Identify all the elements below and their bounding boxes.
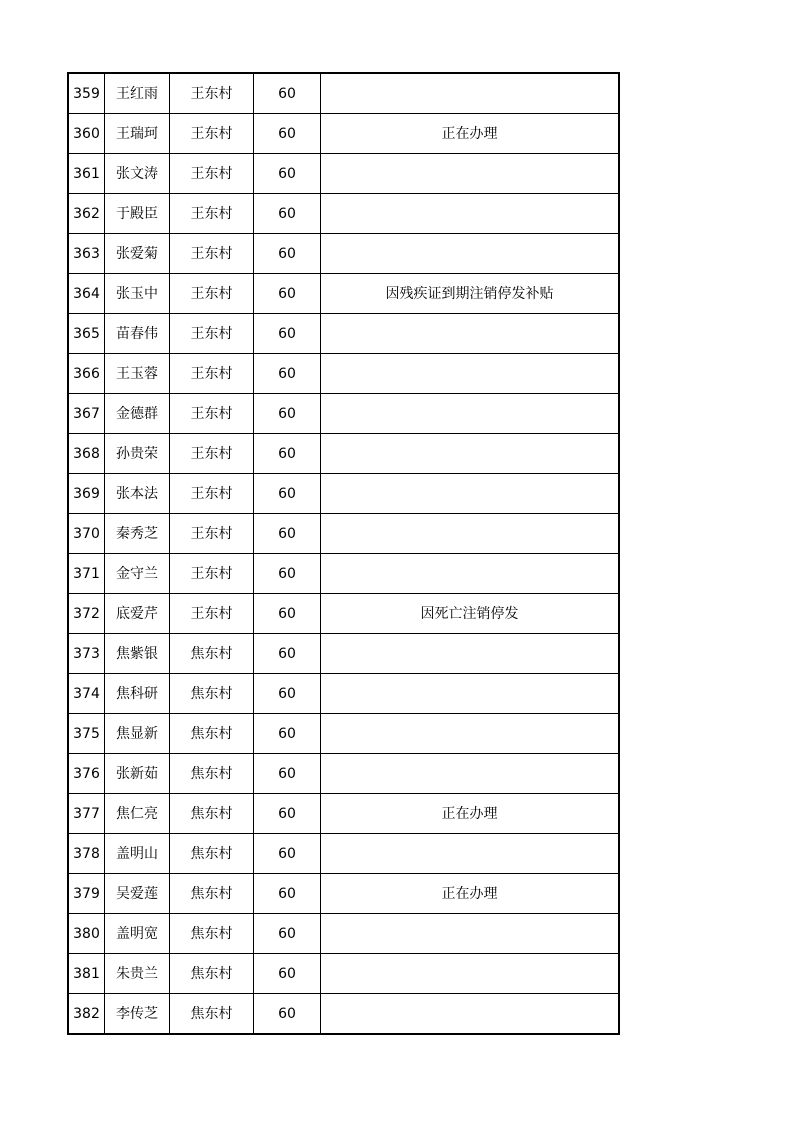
- note-cell: 因死亡注销停发: [321, 594, 620, 634]
- amount-cell: 60: [254, 554, 321, 594]
- row-number-cell: 369: [68, 474, 105, 514]
- amount-cell: 60: [254, 634, 321, 674]
- amount-cell: 60: [254, 234, 321, 274]
- row-number-cell: 378: [68, 834, 105, 874]
- note-cell: [321, 554, 620, 594]
- note-cell: [321, 154, 620, 194]
- note-cell: 正在办理: [321, 794, 620, 834]
- name-cell: 秦秀芝: [105, 514, 170, 554]
- name-cell: 于殿臣: [105, 194, 170, 234]
- note-cell: [321, 914, 620, 954]
- row-number-cell: 368: [68, 434, 105, 474]
- village-cell: 焦东村: [170, 994, 254, 1035]
- row-number-cell: 379: [68, 874, 105, 914]
- name-cell: 金德群: [105, 394, 170, 434]
- name-cell: 朱贵兰: [105, 954, 170, 994]
- amount-cell: 60: [254, 714, 321, 754]
- row-number-cell: 377: [68, 794, 105, 834]
- table-row: [68, 514, 619, 554]
- village-cell: 王东村: [170, 514, 254, 554]
- table-row: [68, 434, 619, 474]
- village-cell: 王东村: [170, 554, 254, 594]
- amount-cell: 60: [254, 394, 321, 434]
- table-row: [68, 714, 619, 754]
- table-row: [68, 114, 619, 154]
- note-cell: [321, 994, 620, 1035]
- note-cell: [321, 434, 620, 474]
- table-row: [68, 194, 619, 234]
- amount-cell: 60: [254, 354, 321, 394]
- village-cell: 焦东村: [170, 754, 254, 794]
- row-number-cell: 382: [68, 994, 105, 1035]
- amount-cell: 60: [254, 73, 321, 114]
- village-cell: 焦东村: [170, 674, 254, 714]
- name-cell: 苗春伟: [105, 314, 170, 354]
- row-number-cell: 372: [68, 594, 105, 634]
- name-cell: 金守兰: [105, 554, 170, 594]
- row-number-cell: 359: [68, 73, 105, 114]
- subsidy-roster-table: [67, 72, 620, 1035]
- amount-cell: 60: [254, 754, 321, 794]
- village-cell: 王东村: [170, 314, 254, 354]
- note-cell: [321, 834, 620, 874]
- amount-cell: 60: [254, 674, 321, 714]
- amount-cell: 60: [254, 954, 321, 994]
- village-cell: 焦东村: [170, 834, 254, 874]
- village-cell: 王东村: [170, 114, 254, 154]
- note-cell: [321, 234, 620, 274]
- village-cell: 焦东村: [170, 954, 254, 994]
- amount-cell: 60: [254, 114, 321, 154]
- village-cell: 王东村: [170, 394, 254, 434]
- table-row: [68, 354, 619, 394]
- name-cell: 王玉蓉: [105, 354, 170, 394]
- table-row: [68, 594, 619, 634]
- amount-cell: 60: [254, 194, 321, 234]
- row-number-cell: 370: [68, 514, 105, 554]
- table-row: [68, 914, 619, 954]
- village-cell: 王东村: [170, 73, 254, 114]
- note-cell: [321, 474, 620, 514]
- note-cell: 正在办理: [321, 874, 620, 914]
- table-row: [68, 394, 619, 434]
- amount-cell: 60: [254, 794, 321, 834]
- row-number-cell: 362: [68, 194, 105, 234]
- row-number-cell: 371: [68, 554, 105, 594]
- row-number-cell: 380: [68, 914, 105, 954]
- table-row: [68, 154, 619, 194]
- name-cell: 张本法: [105, 474, 170, 514]
- village-cell: 焦东村: [170, 634, 254, 674]
- village-cell: 王东村: [170, 194, 254, 234]
- note-cell: [321, 674, 620, 714]
- name-cell: 底爱芹: [105, 594, 170, 634]
- name-cell: 张新茹: [105, 754, 170, 794]
- table-row: [68, 554, 619, 594]
- note-cell: [321, 394, 620, 434]
- village-cell: 王东村: [170, 274, 254, 314]
- amount-cell: 60: [254, 274, 321, 314]
- village-cell: 王东村: [170, 474, 254, 514]
- note-cell: [321, 194, 620, 234]
- table-row: [68, 874, 619, 914]
- name-cell: 李传芝: [105, 994, 170, 1035]
- name-cell: 焦仁亮: [105, 794, 170, 834]
- note-cell: [321, 754, 620, 794]
- table-row: [68, 994, 619, 1035]
- name-cell: 焦科研: [105, 674, 170, 714]
- row-number-cell: 376: [68, 754, 105, 794]
- table-row: [68, 754, 619, 794]
- name-cell: 吴爱莲: [105, 874, 170, 914]
- table-row: [68, 634, 619, 674]
- table-row: [68, 794, 619, 834]
- name-cell: 王瑞珂: [105, 114, 170, 154]
- name-cell: 张文涛: [105, 154, 170, 194]
- table-row: [68, 954, 619, 994]
- note-cell: [321, 354, 620, 394]
- note-cell: [321, 314, 620, 354]
- row-number-cell: 366: [68, 354, 105, 394]
- amount-cell: 60: [254, 314, 321, 354]
- name-cell: 张爱菊: [105, 234, 170, 274]
- amount-cell: 60: [254, 434, 321, 474]
- name-cell: 焦紫银: [105, 634, 170, 674]
- note-cell: 因残疾证到期注销停发补贴: [321, 274, 620, 314]
- village-cell: 王东村: [170, 354, 254, 394]
- village-cell: 焦东村: [170, 714, 254, 754]
- table-row: [68, 834, 619, 874]
- village-cell: 焦东村: [170, 914, 254, 954]
- row-number-cell: 364: [68, 274, 105, 314]
- note-cell: 正在办理: [321, 114, 620, 154]
- name-cell: 盖明宽: [105, 914, 170, 954]
- name-cell: 盖明山: [105, 834, 170, 874]
- table-row: [68, 274, 619, 314]
- note-cell: [321, 73, 620, 114]
- village-cell: 王东村: [170, 594, 254, 634]
- table-row: [68, 314, 619, 354]
- row-number-cell: 374: [68, 674, 105, 714]
- amount-cell: 60: [254, 154, 321, 194]
- row-number-cell: 365: [68, 314, 105, 354]
- note-cell: [321, 714, 620, 754]
- name-cell: 王红雨: [105, 73, 170, 114]
- amount-cell: 60: [254, 514, 321, 554]
- row-number-cell: 363: [68, 234, 105, 274]
- table-row: [68, 674, 619, 714]
- note-cell: [321, 634, 620, 674]
- amount-cell: 60: [254, 834, 321, 874]
- amount-cell: 60: [254, 914, 321, 954]
- name-cell: 焦显新: [105, 714, 170, 754]
- amount-cell: 60: [254, 474, 321, 514]
- village-cell: 王东村: [170, 434, 254, 474]
- table-row: [68, 73, 619, 114]
- row-number-cell: 361: [68, 154, 105, 194]
- village-cell: 焦东村: [170, 874, 254, 914]
- name-cell: 孙贵荣: [105, 434, 170, 474]
- table-row: [68, 474, 619, 514]
- village-cell: 焦东村: [170, 794, 254, 834]
- row-number-cell: 367: [68, 394, 105, 434]
- amount-cell: 60: [254, 874, 321, 914]
- note-cell: [321, 514, 620, 554]
- row-number-cell: 360: [68, 114, 105, 154]
- note-cell: [321, 954, 620, 994]
- roster-body: [68, 73, 619, 1034]
- table-row: [68, 234, 619, 274]
- amount-cell: 60: [254, 994, 321, 1035]
- village-cell: 王东村: [170, 234, 254, 274]
- village-cell: 王东村: [170, 154, 254, 194]
- row-number-cell: 381: [68, 954, 105, 994]
- row-number-cell: 373: [68, 634, 105, 674]
- amount-cell: 60: [254, 594, 321, 634]
- name-cell: 张玉中: [105, 274, 170, 314]
- row-number-cell: 375: [68, 714, 105, 754]
